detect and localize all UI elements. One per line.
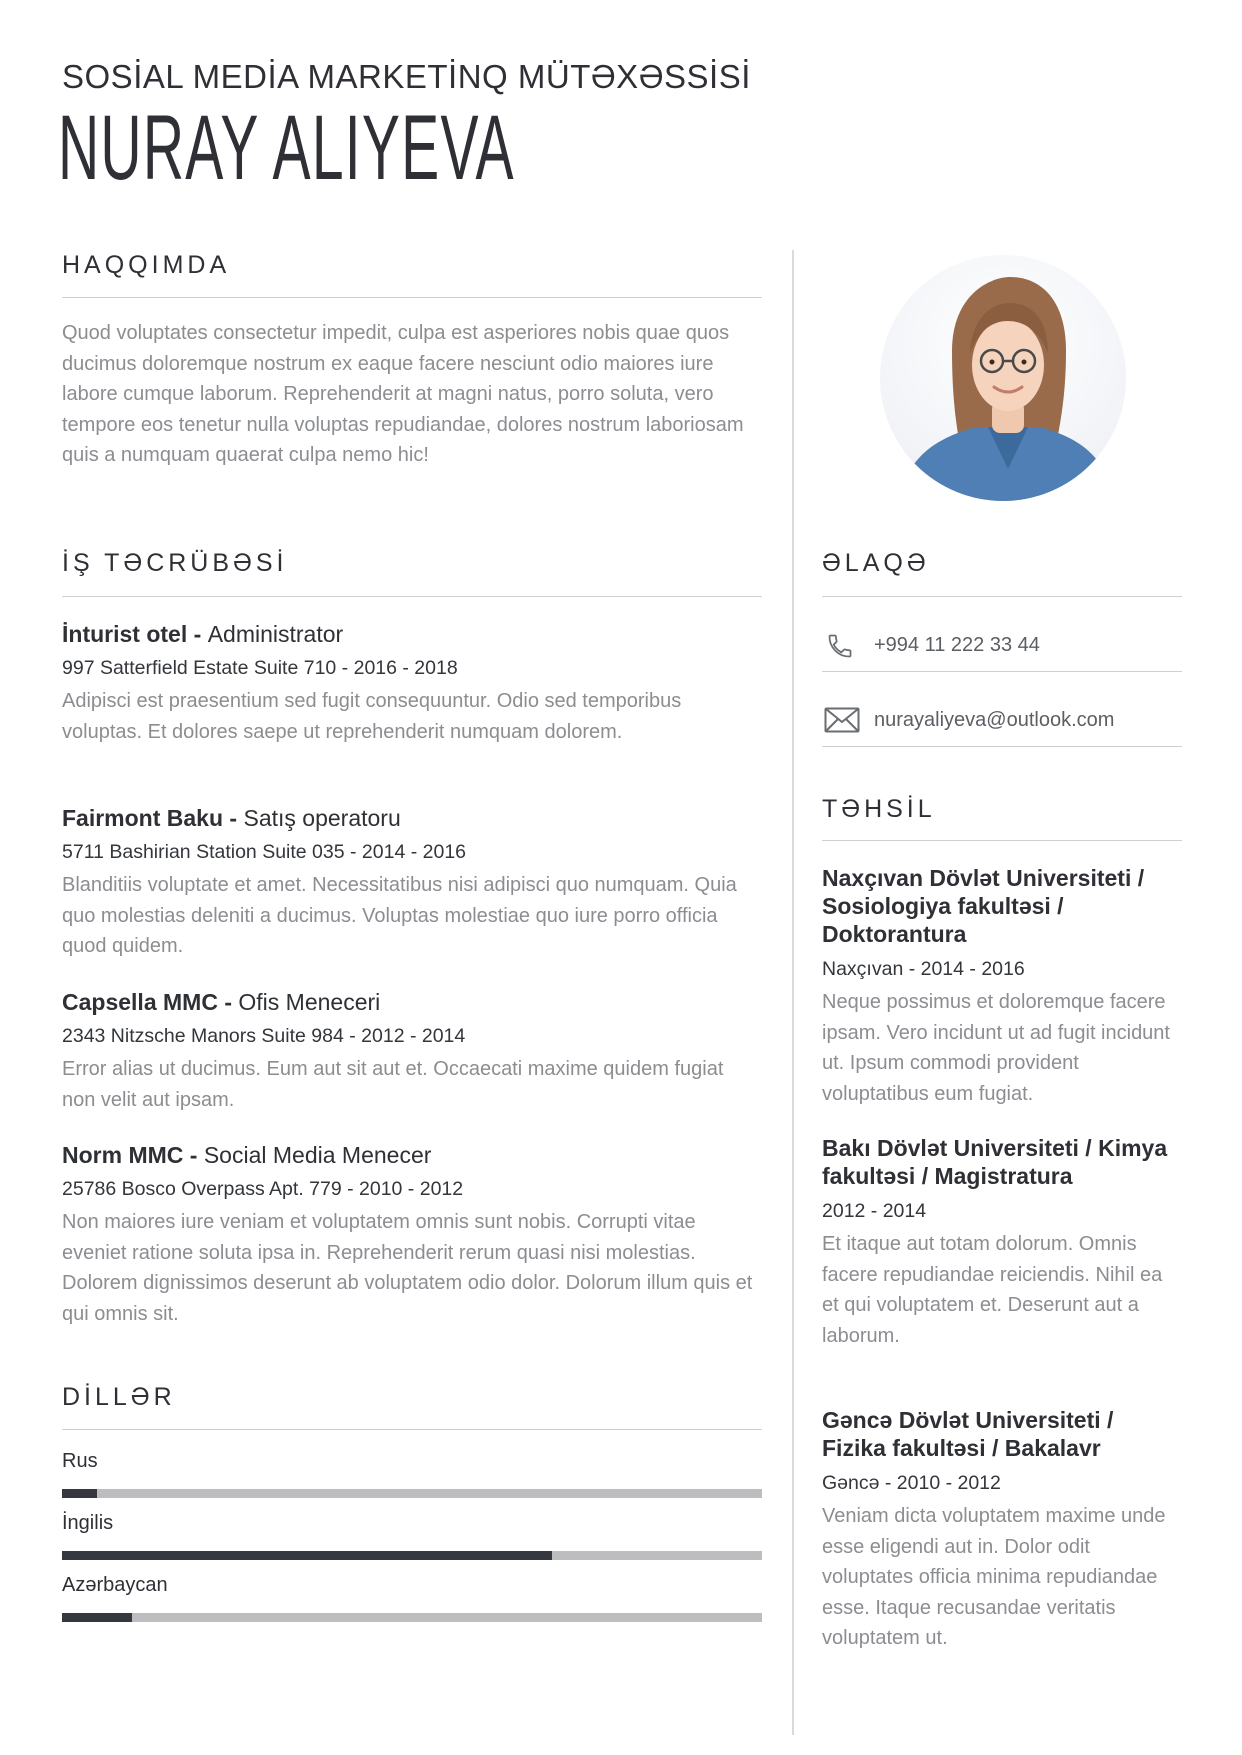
job-description: Non maiores iure veniam et voluptatem omnis sunt nobis. Corrupti vitae eveniet ratione soluta ipsa in. Reprehenderit rerum quasi nisi molestias. Dolorem dignissimos deserunt ab voluptatem odio dolor. Dolorum illum quis et qui omnis sit.	[62, 1211, 753, 1325]
column-divider	[792, 250, 794, 1735]
job-role: Social Media Menecer	[203, 1142, 432, 1168]
contact-email[interactable]: nurayaliyeva@outlook.com	[874, 709, 1115, 731]
language-level-bar	[62, 1613, 762, 1622]
job-company: Capsella MMC	[62, 989, 218, 1015]
language-level-fill	[62, 1551, 552, 1560]
job-entry	[62, 619, 762, 747]
email-icon	[824, 707, 860, 733]
person-name: NURAY ALIYEVA	[58, 97, 515, 199]
language-level-fill	[62, 1613, 132, 1622]
job-title-line	[62, 1140, 762, 1170]
job-description: Blanditiis voluptate et amet. Necessitatibus nisi adipisci quo numquam. Quia quo molestias deleniti a ducimus. Voluptas molestiae quo iure porro officia quod quidem.	[62, 874, 737, 957]
phone-icon	[826, 632, 854, 660]
education-description: Veniam dicta voluptatem maxime unde esse eligendi aut in. Dolor odit voluptates officia minima repudiandae esse. Itaque recusandae veritatis voluptatem ut.	[822, 1505, 1166, 1649]
about-rule	[62, 297, 762, 298]
language-level-bar	[62, 1551, 762, 1560]
language-level-bar	[62, 1489, 762, 1498]
languages-rule	[62, 1429, 762, 1430]
education-rule	[822, 840, 1182, 841]
education-entry	[822, 1406, 1182, 1654]
education-meta: 2012 - 2014	[822, 1200, 927, 1222]
job-entry	[62, 803, 762, 962]
about-heading: HAQQIMDA	[62, 251, 231, 279]
education-title: Gəncə Dövlət Universiteti / Fizika fakultəsi / Bakalavr	[822, 1407, 1114, 1461]
job-entry	[62, 1140, 762, 1329]
language-name: Rus	[62, 1450, 98, 1472]
job-description: Adipisci est praesentium sed fugit consequuntur. Odio sed temporibus voluptas. Et dolores saepe ut reprehenderit numquam dolorem.	[62, 690, 682, 743]
profile-photo	[880, 255, 1126, 501]
contact-row-rule	[822, 746, 1182, 747]
job-role: Ofis Meneceri	[238, 989, 381, 1015]
contact-rule	[822, 596, 1182, 597]
job-separator: -	[187, 621, 208, 647]
job-company: Norm MMC	[62, 1142, 184, 1168]
job-subtitle: SOSİAL MEDİA MARKETİNQ MÜTƏXƏSSİSİ	[62, 58, 751, 95]
education-description: Et itaque aut totam dolorum. Omnis facere repudiandae reiciendis. Nihil ea et qui voluptatem et. Deserunt aut a laborum.	[822, 1233, 1163, 1347]
job-meta: 5711 Bashirian Station Suite 035 - 2014 - 2016	[62, 841, 467, 863]
languages-heading: DİLLƏR	[62, 1383, 176, 1411]
contact-phone-row[interactable]	[822, 614, 1182, 674]
education-meta: Naxçıvan - 2014 - 2016	[822, 958, 1025, 980]
profile-photo-illustration	[880, 255, 1126, 501]
about-text: Quod voluptates consectetur impedit, culpa est asperiores nobis quae quos ducimus doloremque nostrum ex eaque facere nesciunt odio maiores iure labore cumque laborum. Reprehenderit at magni natus, porro soluta, vero tempore eos tenetur nulla voluptas repudiandae, dolores nostrum laboriosam quis a numquam quaerat culpa nemo hic!	[62, 322, 744, 466]
job-separator: -	[183, 1142, 204, 1168]
education-title: Bakı Dövlət Universiteti / Kimya fakultəsi / Magistratura	[822, 1135, 1168, 1189]
contact-email-row[interactable]	[822, 689, 1182, 749]
job-title-line	[62, 987, 762, 1017]
education-entry	[822, 864, 1182, 1109]
job-company: İnturist otel	[62, 621, 188, 647]
experience-heading: İŞ TƏCRÜBƏSİ	[62, 549, 288, 577]
education-entry	[822, 1134, 1182, 1351]
job-description: Error alias ut ducimus. Eum aut sit aut et. Occaecati maxime quidem fugiat non velit aut ipsam.	[62, 1058, 724, 1111]
education-meta: Gəncə - 2010 - 2012	[822, 1472, 1001, 1494]
education-title: Naxçıvan Dövlət Universiteti / Sosiologiya fakultəsi / Doktorantura	[822, 865, 1145, 947]
language-name: Azərbaycan	[62, 1574, 168, 1596]
job-meta: 2343 Nitzsche Manors Suite 984 - 2012 - 2014	[62, 1025, 466, 1047]
contact-phone[interactable]: +994 11 222 33 44	[874, 634, 1040, 656]
job-title-line	[62, 619, 762, 649]
contact-heading: ƏLAQƏ	[822, 549, 930, 577]
education-description: Neque possimus et doloremque facere ipsam. Vero incidunt ut ad fugit incidunt ut. Ipsum commodi provident voluptatibus eum fugiat.	[822, 991, 1170, 1105]
education-heading: TƏHSİL	[822, 795, 936, 823]
job-separator: -	[223, 805, 244, 831]
job-role: Administrator	[207, 621, 344, 647]
job-entry	[62, 987, 762, 1115]
job-meta: 997 Satterfield Estate Suite 710 - 2016 - 2018	[62, 657, 458, 679]
language-name: İngilis	[62, 1512, 114, 1534]
contact-row-rule	[822, 671, 1182, 672]
experience-rule	[62, 596, 762, 597]
job-role: Satış operatoru	[243, 805, 401, 831]
job-meta: 25786 Bosco Overpass Apt. 779 - 2010 - 2012	[62, 1178, 464, 1200]
job-company: Fairmont Baku	[62, 805, 224, 831]
job-separator: -	[217, 989, 239, 1015]
job-title-line	[62, 803, 762, 833]
language-level-fill	[62, 1489, 97, 1498]
